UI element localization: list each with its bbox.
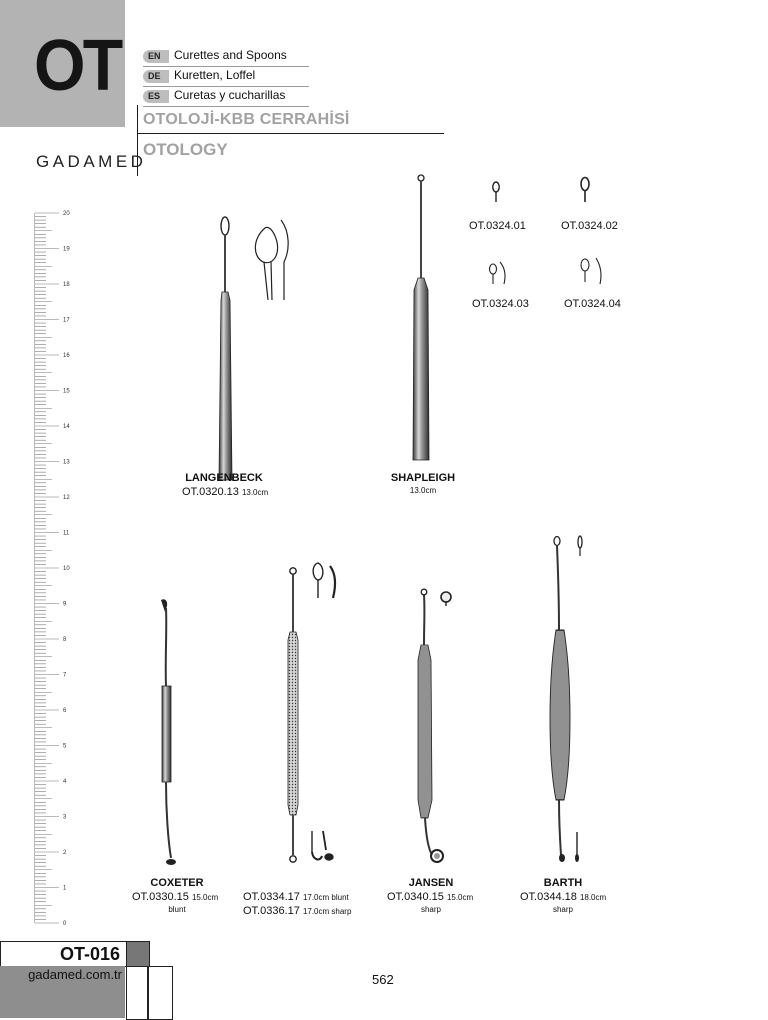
ruler-label: 10 xyxy=(63,566,70,572)
page-code: OT-016 xyxy=(59,944,120,964)
product-code-langenbeck xyxy=(182,486,268,498)
jansen-tip-detail xyxy=(441,592,451,606)
ruler-label: 19 xyxy=(63,246,70,253)
footer-cell xyxy=(126,966,148,1020)
product-code-tip-1: OT.0324.01 xyxy=(469,220,526,232)
product-code-double-sharp xyxy=(243,905,351,917)
shapleigh-curette xyxy=(413,175,429,460)
double-ended-curette xyxy=(288,568,298,862)
jansen-curette xyxy=(418,589,443,862)
product-size: 13.0cm xyxy=(241,488,269,497)
barth-curette xyxy=(550,537,570,863)
product-code: OT.0330.15 xyxy=(132,891,189,903)
brand-logo-text: GADAMED xyxy=(36,152,147,171)
section-title-english: OTOLOGY xyxy=(143,140,228,159)
ruler-label: 11 xyxy=(63,530,70,537)
ruler-label: 3 xyxy=(63,814,67,821)
barth-tip-detail-bottom xyxy=(575,832,579,862)
langenbeck-tip-detail xyxy=(255,220,288,300)
product-note-barth: sharp xyxy=(552,905,573,914)
product-code-tip-2: OT.0324.02 xyxy=(561,220,618,232)
coxeter-curette xyxy=(161,599,176,865)
ruler-label: 20 xyxy=(63,211,70,217)
ruler-label: 17 xyxy=(63,317,70,324)
tip-0324-03-icon xyxy=(490,262,505,284)
ruler-label: 0 xyxy=(63,921,67,926)
product-code: OT.0344.18 xyxy=(520,891,577,903)
ruler-label: 15 xyxy=(63,388,70,395)
ruler-label: 12 xyxy=(63,495,70,501)
ruler-label: 18 xyxy=(63,282,70,288)
product-code-jansen xyxy=(387,891,473,903)
language-title: Kuretten, Loffel xyxy=(174,68,256,82)
page-number: 562 xyxy=(372,972,394,987)
product-size: 15.0cm xyxy=(446,893,474,902)
product-code-coxeter xyxy=(132,891,218,903)
tip-0324-04-icon xyxy=(581,258,601,284)
language-badge: EN xyxy=(143,50,169,63)
barth-tip-detail-top xyxy=(578,536,582,556)
product-code-barth xyxy=(520,891,606,903)
language-badge: DE xyxy=(143,70,169,83)
tip-0324-02-icon xyxy=(581,178,589,203)
product-code: OT.0336.17 xyxy=(243,905,300,917)
ruler-label: 4 xyxy=(63,779,67,785)
language-title: Curettes and Spoons xyxy=(174,48,287,62)
product-size: 17.0cm blunt xyxy=(302,893,349,902)
section-title-turkish: OTOLOJİ-KBB CERRAHİSİ xyxy=(143,111,350,128)
language-badge: ES xyxy=(143,90,169,103)
ruler-label: 6 xyxy=(63,708,67,714)
tip-0324-01-icon xyxy=(493,182,499,202)
product-name-coxeter: COXETER xyxy=(150,877,204,889)
website-link[interactable]: gadamed.com.tr xyxy=(28,967,122,982)
product-size-shapleigh: 13.0cm xyxy=(409,486,437,495)
product-code-tip-4: OT.0324.04 xyxy=(564,298,621,310)
section-mark: OT xyxy=(34,26,121,106)
product-code-tip-3: OT.0324.03 xyxy=(472,298,529,310)
product-note-jansen: sharp xyxy=(420,905,441,914)
ruler-label: 14 xyxy=(63,424,70,430)
ruler-label: 7 xyxy=(63,672,67,679)
product-name-langenbeck: LANGENBECK xyxy=(185,472,263,484)
langenbeck-curette xyxy=(219,217,232,480)
footer-cell xyxy=(148,966,173,1020)
product-size: 17.0cm sharp xyxy=(302,907,352,916)
product-size: 18.0cm xyxy=(579,893,607,902)
product-size: 15.0cm xyxy=(191,893,219,902)
product-name-shapleigh: SHAPLEIGH xyxy=(390,472,456,484)
product-code-double-blunt xyxy=(243,891,349,903)
product-code: OT.0320.13 xyxy=(182,486,239,498)
ruler-label: 5 xyxy=(63,743,67,750)
ruler-label: 9 xyxy=(63,601,67,608)
double-ended-tip-detail-top xyxy=(313,563,335,598)
ruler-label: 1 xyxy=(63,885,67,892)
footer-grey-tab xyxy=(126,941,150,967)
double-ended-tip-detail-bottom xyxy=(312,831,333,860)
ruler-label: 8 xyxy=(63,637,67,643)
product-code: OT.0340.15 xyxy=(387,891,444,903)
product-name-barth: BARTH xyxy=(543,877,583,889)
product-code: OT.0334.17 xyxy=(243,891,300,903)
ruler-label: 16 xyxy=(63,353,70,359)
language-title: Curetas y cucharillas xyxy=(174,88,286,102)
product-note-coxeter: blunt xyxy=(168,905,186,914)
ruler-label: 13 xyxy=(63,459,70,466)
product-name-jansen: JANSEN xyxy=(408,877,454,889)
ruler-label: 2 xyxy=(63,850,67,856)
